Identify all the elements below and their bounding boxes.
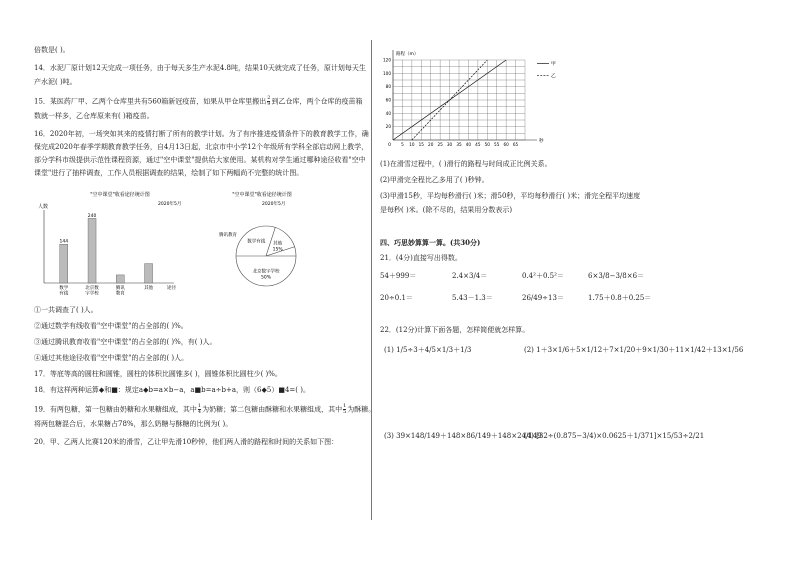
bar-2 <box>88 218 96 283</box>
bar-4 <box>145 264 153 283</box>
y-tick-label: 80 <box>385 84 391 90</box>
x-tick-label: 60 <box>503 142 509 147</box>
q20-stem: 20．甲、乙两人比赛120米的滑雪，乙让甲先滑10秒钟，他们两人滑的路程和时间的关系如下图： <box>34 438 339 446</box>
x-tick-label: 40 <box>465 142 472 147</box>
x-tick-label: 55 <box>494 142 500 147</box>
bar-chart-ylabel: 人数 <box>38 204 49 210</box>
x-tick-label: 25 <box>437 142 443 147</box>
q16-line4: 课堂"进行了抽样调查，工作人员根据调查的结果，绘制了如下两幅尚不完整的统计图。 <box>34 169 304 177</box>
q16-sub4: ④通过其他途径收看"空中课堂"的占全部的( )人。 <box>34 354 189 362</box>
q16-line2: 保完成2020年春季学期教育教学任务，自4月13日起，北京市中小学12个年级所有学科全部启动网上教学， <box>34 143 369 151</box>
pie-slice-value: 15% <box>272 247 283 253</box>
q21-heading: 21．(4分)直接写出得数。 <box>380 254 462 262</box>
bar-category-label: 教育 <box>115 291 125 297</box>
q21-item-7: 26/49÷13＝ <box>522 294 564 302</box>
q15-line1: 15．某医药厂甲、乙两个仓库里共有560箱新冠疫苗，如果从甲仓库里搬出 $\frac{2}{9}$ 到乙仓库，两个仓库的疫苗箱 <box>34 95 363 107</box>
line-chart <box>375 48 575 158</box>
q22-problem-3: (3) 39×148/149＋148×86/149＋148×24/149 <box>384 432 542 440</box>
bar-chart-title: "空中课堂"收看途径统计图 <box>90 192 150 198</box>
bar-category-label: 字学校 <box>85 291 99 297</box>
q20-part3b: 是每秒( )米。(除不尽的，结果用分数表示) <box>380 206 513 214</box>
x-tick-label: 15 <box>418 142 424 147</box>
q21-item-6: 5.43－1.3＝ <box>452 294 493 302</box>
bar-3 <box>116 275 124 283</box>
x-tick-label: 30 <box>446 142 453 147</box>
y-tick-label: 60 <box>385 97 391 103</box>
x-tick-label: 65 <box>512 142 519 147</box>
y-tick-label: 20 <box>385 124 391 130</box>
q16-sub2: ②通过数学有线收看"空中课堂"的占全部的( )%。 <box>34 322 188 330</box>
pie-chart-title: "空中课堂"收看途径统计图 <box>232 192 292 198</box>
q14-line1: 14．水泥厂原计划12天完成一项任务，由于每天多生产水泥4.8吨，结果10天就完成了任务，原计划每天生 <box>34 64 366 72</box>
q13-tail: 倍数是( )。 <box>34 46 70 54</box>
line-x-label: 秒 <box>539 139 544 144</box>
q16-sub1: ①一共调查了( )人。 <box>34 306 98 314</box>
q15-line2: 数就一样多，乙仓库原来有( )箱疫苗。 <box>34 112 154 120</box>
x-tick-label: 35 <box>456 142 462 147</box>
q20-part2: (2)甲滑完全程比乙多用了( )秒钟。 <box>380 176 489 184</box>
x-tick-label: 10 <box>409 142 415 147</box>
bar-1 <box>60 244 68 283</box>
line-origin: 0 <box>388 143 391 148</box>
column-divider <box>371 40 372 520</box>
bar-value-label: 144 <box>59 239 69 245</box>
q21-item-8: 1.75＋0.8＋0.25＝ <box>588 294 652 302</box>
q20-part1: (1)在滑雪过程中，( )滑行的路程与时间成正比例关系。 <box>380 160 552 168</box>
bar-x-label: 途径 <box>167 286 176 291</box>
x-tick-label: 45 <box>475 142 481 147</box>
y-tick-label: 100 <box>383 70 391 76</box>
bar-category-label: 北京数 <box>85 286 99 291</box>
pie-chart <box>200 188 330 298</box>
bar-category-label: 腾讯 <box>115 286 125 291</box>
x-tick-label: 20 <box>428 142 434 147</box>
pie-slice-label: 其他 <box>273 241 283 247</box>
pie-chart-date: 2020年5月 <box>262 202 286 207</box>
bar-chart-date: 2020年5月 <box>158 202 182 207</box>
x-tick-label: 50 <box>484 142 490 147</box>
q14-line2: 产水泥( )吨。 <box>34 78 77 86</box>
q21-item-5: 20÷0.1＝ <box>380 294 413 302</box>
q19-line1: 19．有两包糖，第一包糖由奶糖和水果糖组成，其中 $\frac{1}{4}$ 为奶糖；第二包糖由酥糖和水果糖组成，其中 $\frac{1}{5}$ 为酥糖。 <box>34 403 376 415</box>
bar-category-label: 有线 <box>59 291 69 297</box>
bar-chart <box>34 188 194 298</box>
line-y-label: 路程（m） <box>396 52 419 57</box>
q16-line1: 16．2020年初，一场突如其来的疫情打断了所有的教学计划。为了有序推进疫情条件下的教育教学工作，确 <box>34 130 369 138</box>
q22-problem-2: (2) 1＋3×1/6＋5×1/12＋7×1/20＋9×1/30＋11×1/42＋13×1/56 <box>524 346 744 354</box>
q22-heading: 22．(12分)计算下面各题，怎样简便就怎样算。 <box>380 326 530 334</box>
x-tick-label: 5 <box>401 142 404 147</box>
section-4-heading: 四、巧思妙算算一算。(共30分) <box>380 238 481 247</box>
bar-category-label: 其他 <box>144 286 154 291</box>
y-tick-label: 120 <box>383 57 391 63</box>
pie-slice-label: 北京数字学校 <box>252 269 280 275</box>
q21-item-4: 6×3/8−3/8×6＝ <box>588 272 645 280</box>
q15-fraction: $\frac{2}{9}$ <box>267 95 271 107</box>
q22-problem-4: (4) [32÷(0.875−3/4)×0.0625＋1/371]×15/53÷2/21 <box>524 432 705 440</box>
q21-item-3: 0.4²＋0.5²＝ <box>522 272 564 280</box>
q21-item-2: 2.4×3/4＝ <box>452 272 488 280</box>
bar-category-label: 数学 <box>59 286 69 291</box>
q20-part3a: (3)甲滑15秒，平均每秒滑行( )米；滑50秒，平均每秒滑行( )米；滑完全程平均速度 <box>380 192 641 200</box>
bar-value-label: 240 <box>87 213 97 219</box>
legend-label: 乙 <box>551 73 556 79</box>
q16-sub3: ③通过腾讯教育收看"空中课堂"的占全部的( )%，有( )人。 <box>34 338 217 346</box>
legend-label: 甲 <box>551 61 556 67</box>
q16-line3: 部分学科市级提供示范性课程资源，通过"空中课堂"提供给大家使用。某机构对学生通过哪种途径收看"空中 <box>34 156 366 164</box>
pie-slice-label: 数学有线 <box>247 239 266 245</box>
pie-slice-label: 腾讯教育 <box>219 233 237 238</box>
q21-item-1: 54＋999＝ <box>380 272 417 280</box>
q17: 17．等底等高的圆柱和圆锥，圆柱的体积比圆锥多( )，圆锥体积比圆柱少( )%。 <box>34 370 282 378</box>
pie-slice-value: 50% <box>260 275 272 281</box>
q22-problem-1: (1) 1/5÷3＋4/5×1/3＋1/3 <box>384 346 472 354</box>
q19-line2: 将两包糖混合后，水果糖占78%，那么奶糖与酥糖的比例为( )。 <box>34 420 233 428</box>
q18: 18．有这样两种运算◆和■：规定a◆b=a×b−a，a■b=a÷b+a，则（6◆5）■4=( )。 <box>34 386 310 394</box>
y-tick-label: 40 <box>385 110 391 116</box>
